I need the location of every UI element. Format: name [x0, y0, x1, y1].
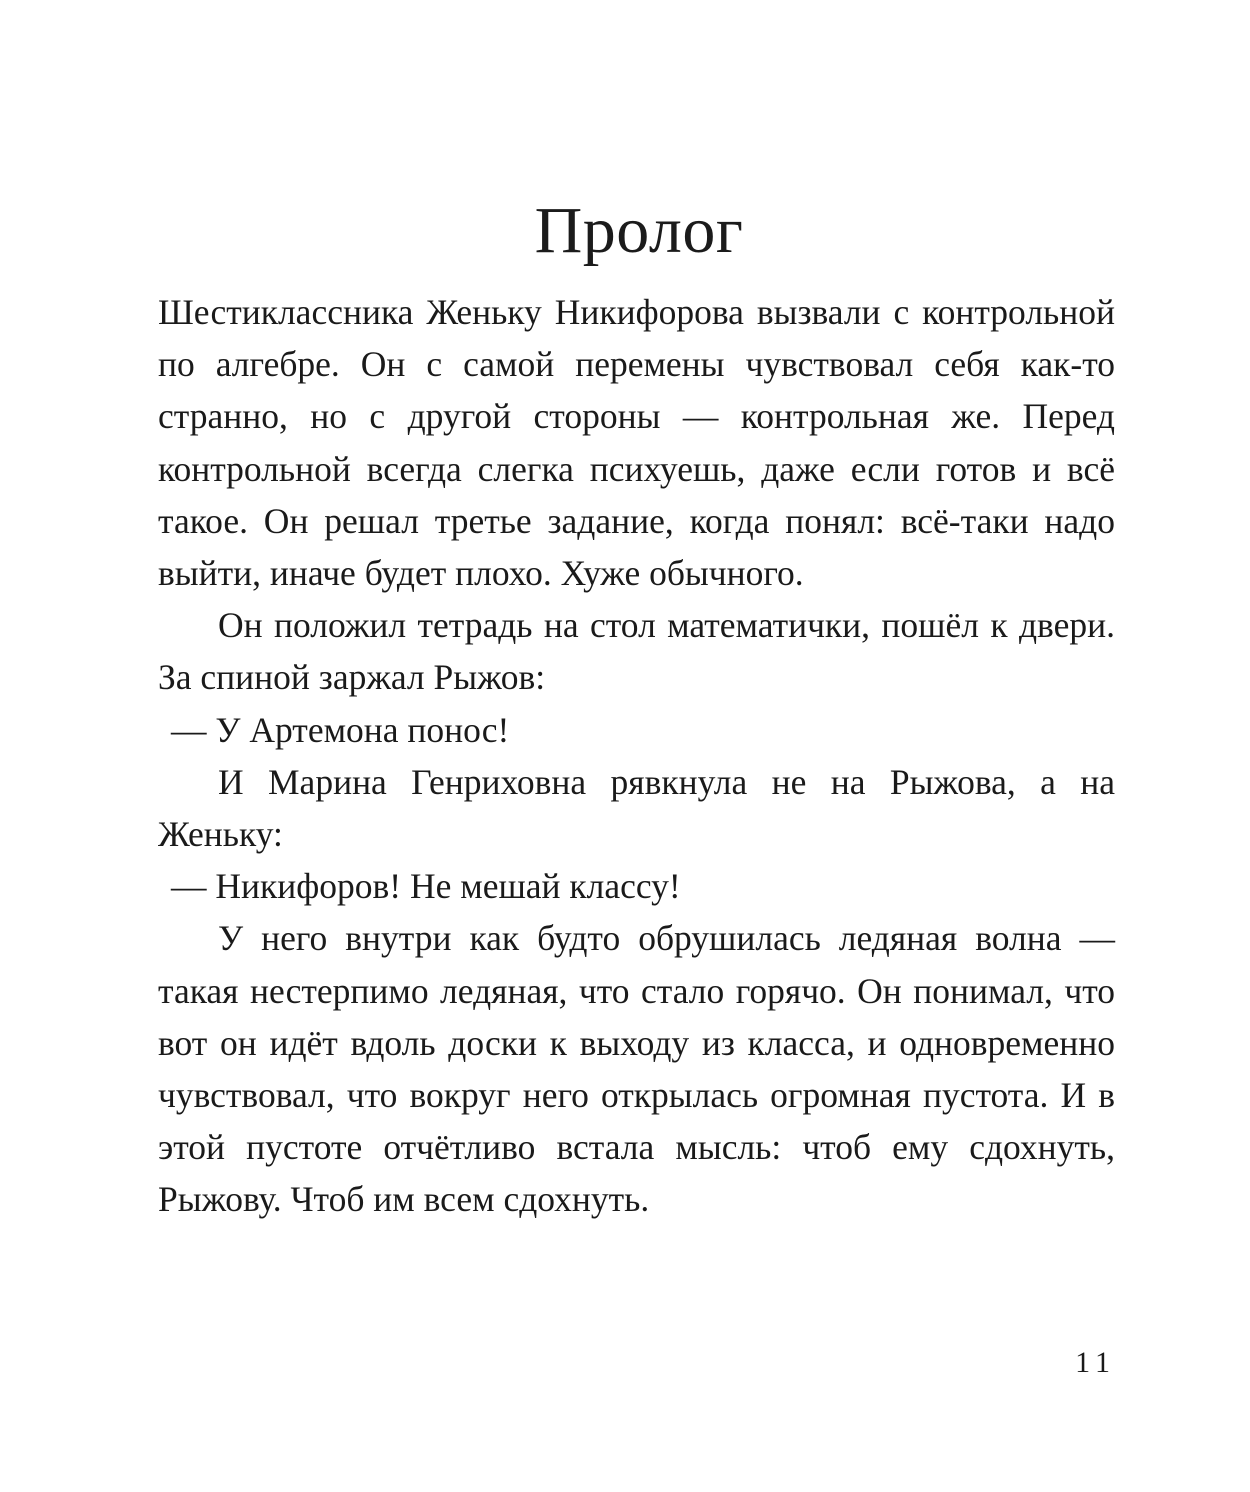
page-title: Пролог [534, 194, 744, 268]
dialogue-line: — Никифоров! Не мешай классу! [171, 866, 681, 907]
paragraph: Шестиклассника Женьку Никифорова вызвали с контрольной по алгебре. Он с самой перемены чувствовал себя как-то странно, но с другой стороны — контрольная же. Перед контрольной всегда слегка психуешь, даже если готов и всё такое. Он решал третье задание, когда понял: всё-таки надо выйти, иначе будет плохо. Хуже обычного. [158, 292, 1115, 594]
paragraph: Он положил тетрадь на стол математички, пошёл к двери. За спиной заржал Рыжов: [158, 605, 1115, 698]
page-number: 11 [1075, 1346, 1116, 1379]
dialogue-line: — У Артемона понос! [171, 709, 510, 750]
body-text-column [158, 286, 1115, 1226]
paragraph: У него внутри как будто обрушилась ледяная волна — такая нестерпимо ледяная, что стало горячо. Он понимал, что вот он идёт вдоль доски к выходу из класса, и одновременно чувствовал, что вокруг него открылась огромная пустота. И в этой пустоте отчётливо встала мысль: чтоб ему сдохнуть, Рыжову. Чтоб им всем сдохнуть. [158, 918, 1115, 1220]
paragraph: И Марина Генриховна рявкнула не на Рыжова, а на Женьку: [158, 761, 1115, 855]
